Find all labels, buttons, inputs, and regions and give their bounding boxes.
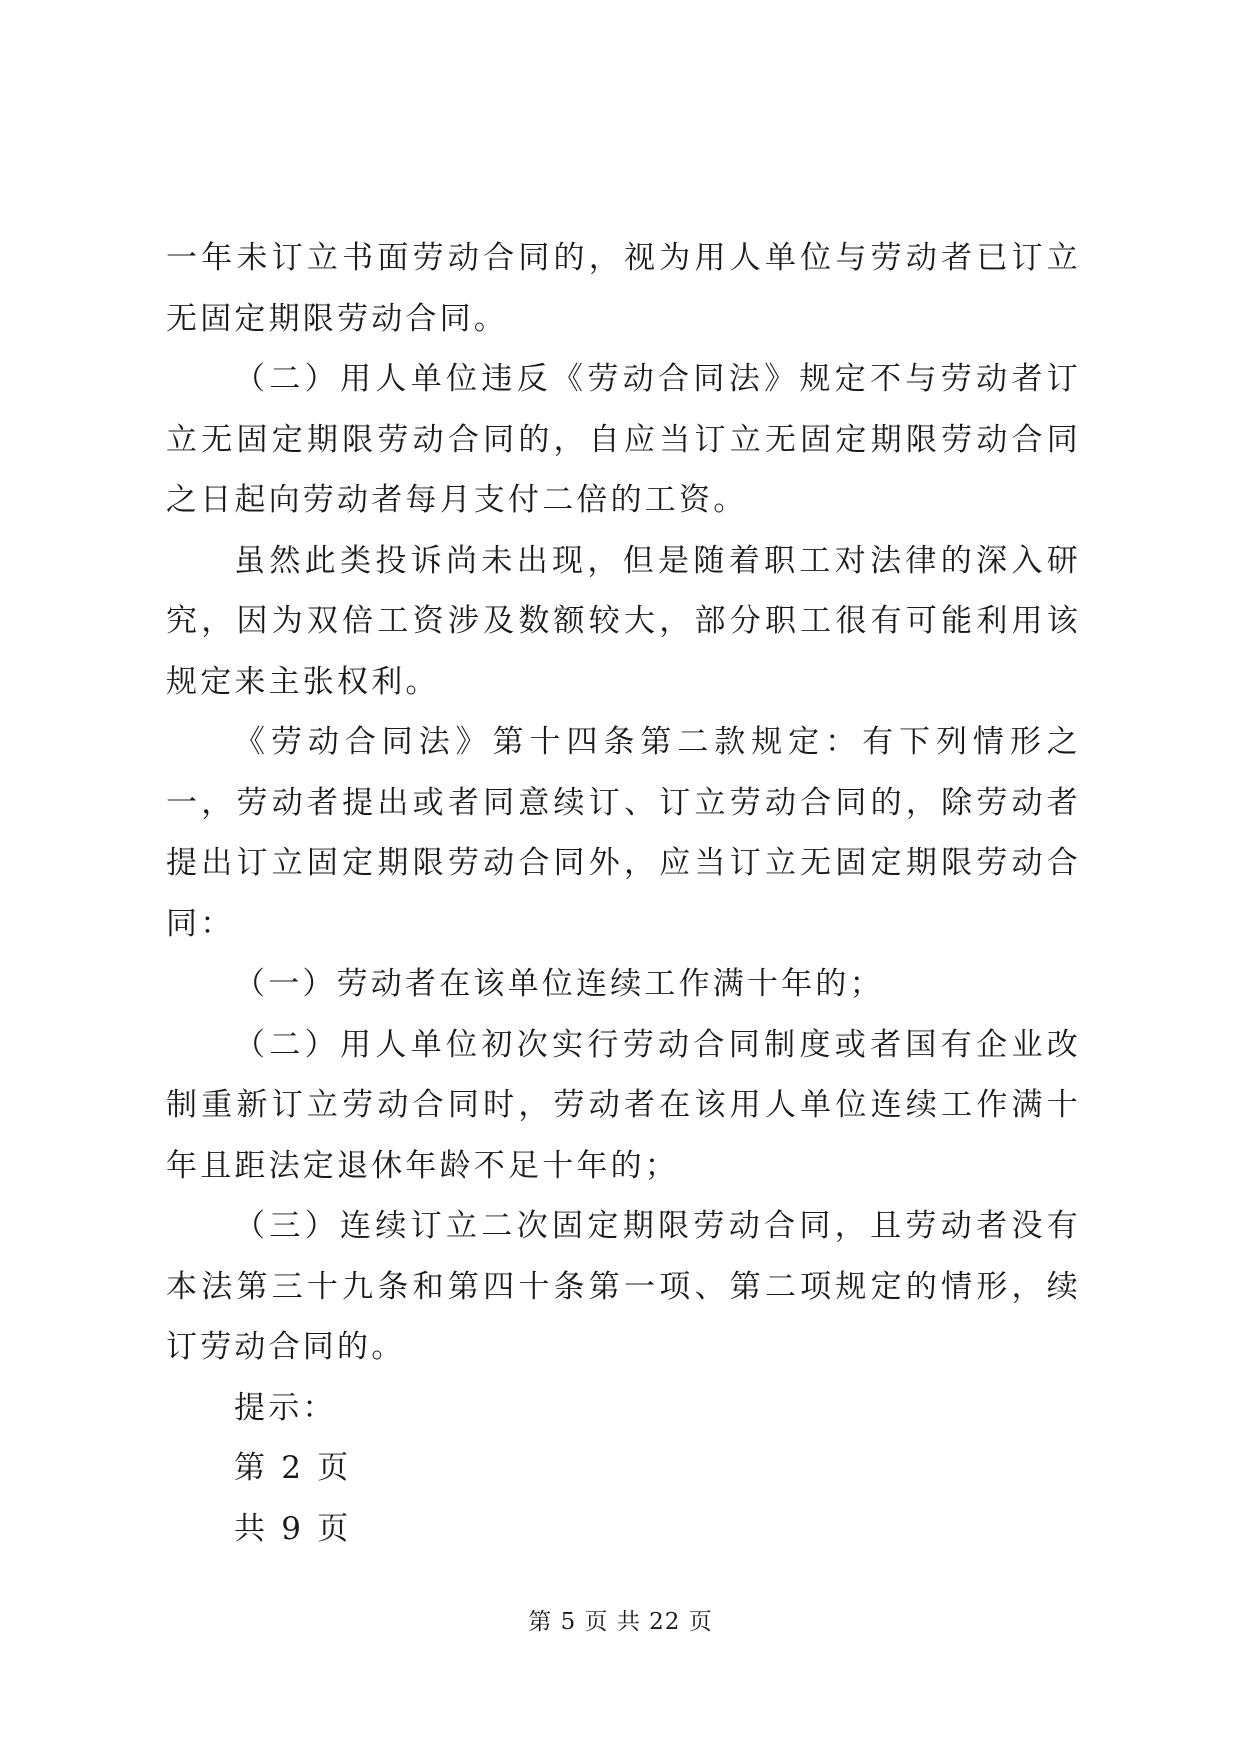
paragraph: 第 2 页 <box>234 1450 352 1486</box>
paragraph: （三）连续订立二次固定期限劳动合同，且劳动者没有本法第三十九条和第四十条第一项、第二项规定的情形，续订劳动合同的。 <box>166 1208 1081 1365</box>
paragraph: （二）用人单位初次实行劳动合同制度或者国有企业改制重新订立劳动合同时，劳动者在该用人单位连续工作满十年且距法定退休年龄不足十年的； <box>166 1026 1081 1184</box>
paragraph: 一年未订立书面劳动合同的，视为用人单位与劳动者已订立无固定期限劳动合同。 <box>166 240 1081 337</box>
paragraph: （一）劳动者在该单位连续工作满十年的； <box>234 966 884 1002</box>
paragraph: 共 9 页 <box>234 1510 352 1547</box>
paragraph: 提示： <box>234 1389 337 1426</box>
paragraph: 虽然此类投诉尚未出现，但是随着职工对法律的深入研究，因为双倍工资涉及数额较大，部分职工很有可能利用该规定来主张权利。 <box>166 542 1081 700</box>
paragraph: 《劳动合同法》第十四条第二款规定：有下列情形之一，劳动者提出或者同意续订、订立劳动合同的，除劳动者提出订立固定期限劳动合同外，应当订立无固定期限劳动合同： <box>166 724 1081 942</box>
page-footer: 第 5 页 共 22 页 <box>528 1609 713 1635</box>
paragraph: （二）用人单位违反《劳动合同法》规定不与劳动者订立无固定期限劳动合同的，自应当订立无固定期限劳动合同之日起向劳动者每月支付二倍的工资。 <box>166 361 1081 518</box>
document-body <box>166 228 1081 1559</box>
